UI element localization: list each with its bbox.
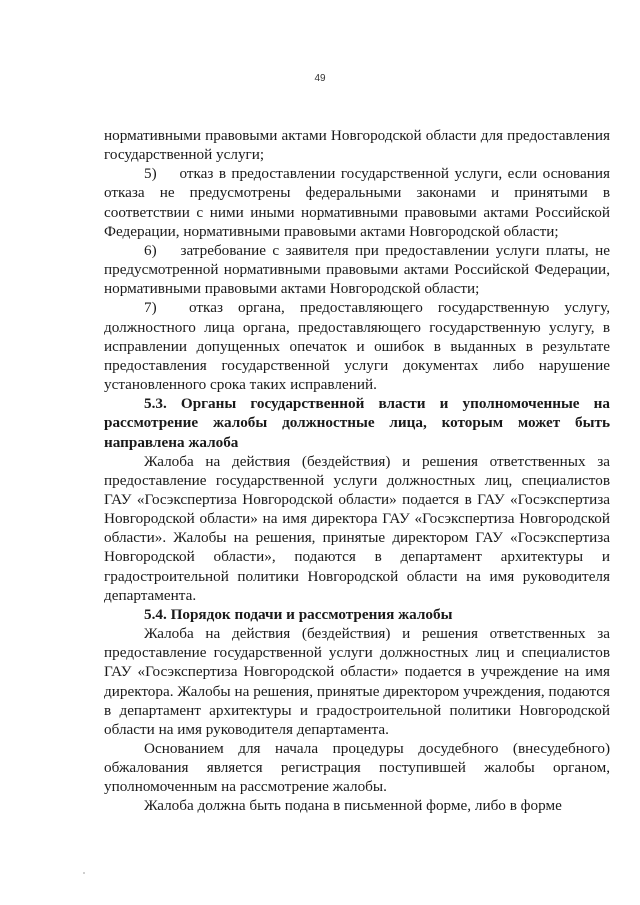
section-heading-text: 5.4. Порядок подачи и рассмотрения жалобы <box>144 605 453 623</box>
list-item-7 <box>104 298 610 394</box>
list-item-5 <box>104 164 610 241</box>
list-item-number: 5) <box>144 165 157 183</box>
section-heading-5-3 <box>104 394 610 451</box>
paragraph-text: Жалоба на действия (бездействия) и решения ответственных за предоставление государственной услуги должностных лиц, специалистов ГАУ «Госэкспертиза Новгородской области» подается в ГАУ «Госэкспертиза Новгородской области» на имя директора ГАУ «Госэкспертиза Новгородской области». Жалобы на решения, принятые директором ГАУ «Госэкспертиза Новгородской области», подаются в департамент архитектуры и градостроительной политики Новгородской области на имя руководителя департамента. <box>104 452 610 604</box>
paragraph-continuation <box>104 126 610 164</box>
paragraph-5-3-body <box>104 452 610 605</box>
paragraph-text: Жалоба на действия (бездействия) и решения ответственных за предоставление государственной услуги должностных лиц и специалистов ГАУ «Госэкспертиза Новгородской области» подается в учреждение на имя директора. Жалобы на решения, принятые директором учреждения, подаются в департамент архитектуры и градостроительной политики Новгородской области на имя руководителя департамента. <box>104 625 610 738</box>
paragraph-appeal-basis <box>104 739 610 796</box>
section-heading-5-4 <box>104 605 610 624</box>
page-number: 49 <box>314 73 326 84</box>
document-body <box>104 126 610 816</box>
paragraph-5-4-body <box>104 624 610 739</box>
list-item-text: отказ в предоставлении государственной услуги, если основания отказа не предусмотрены федеральными законами и принятыми в соответствии с ними иными нормативными правовыми актами Российской Федерации, нормативными правовыми актами Новгородской области; <box>104 165 611 240</box>
paragraph-text: Жалоба должна быть подана в письменной форме, либо в форме <box>144 797 562 815</box>
paragraph-text: Основанием для начала процедуры досудебного (внесудебного) обжалования является регистрация поступившей жалобы органом, уполномоченным на рассмотрение жалобы. <box>104 740 610 796</box>
list-item-number: 7) <box>144 299 157 317</box>
list-item-text: отказ органа, предоставляющего государственную услугу, должностного лица органа, предоставляющего государственную услугу, в исправлении допущенных опечаток и ошибок в выданных в результате предоставления государственной услуги документах либо нарушение установленного срока таких исправлений. <box>104 299 610 394</box>
list-item-6 <box>104 241 610 298</box>
list-item-number: 6) <box>144 241 157 259</box>
paragraph-appeal-form <box>104 796 610 815</box>
scan-artifact <box>83 872 85 874</box>
list-item-text: затребование с заявителя при предоставлении услуги платы, не предусмотренной нормативными правовыми актами Российской Федерации, нормативными правовыми актами Новгородской области; <box>104 241 610 298</box>
section-heading-text: 5.3. Органы государственной власти и уполномоченные на рассмотрение жалобы должностные лица, которым может быть направлена жалоба <box>104 395 610 451</box>
paragraph-text: нормативными правовыми актами Новгородской области для предоставления государственной услуги; <box>104 127 610 164</box>
